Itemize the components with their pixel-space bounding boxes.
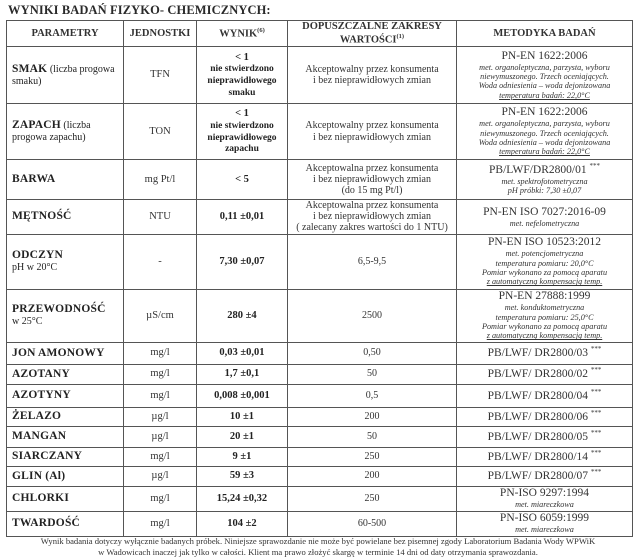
- parameter-name: BARWA: [12, 173, 56, 186]
- method-note: Pomiar wykonano za pomocą aparatu: [481, 268, 608, 277]
- method-standard: [459, 236, 630, 249]
- method-note: temperatura pomiaru: 20,0°C: [495, 258, 594, 268]
- method-code: PN-ISO 6059:1999: [499, 512, 590, 525]
- result-value: 10 ±1: [229, 410, 255, 422]
- cell-parameter: [7, 364, 124, 384]
- cell-method: [457, 200, 633, 235]
- limit-line: 250: [364, 492, 380, 504]
- table-row: [7, 466, 633, 486]
- result-value: < 1: [235, 108, 249, 119]
- cell-parameter: [7, 466, 124, 486]
- method-stars: ***: [590, 366, 602, 375]
- cell-method: [457, 364, 633, 384]
- cell-result: [197, 426, 288, 447]
- method-code: PB/LWF/ DR2800/07: [487, 470, 589, 483]
- table-row: [7, 200, 633, 235]
- result-value: 9 ±1: [232, 450, 252, 462]
- footnote-ref: (1): [396, 32, 405, 40]
- table-row: [7, 384, 633, 407]
- header-zakresy: [288, 21, 457, 47]
- parameter-name: JON AMONOWY: [12, 346, 105, 359]
- result-note: nie stwierdzono: [210, 120, 274, 131]
- parameter-name: MANGAN: [12, 430, 67, 443]
- method-note: temperatura badań: 22,0°C: [499, 147, 590, 157]
- cell-result: [197, 407, 288, 426]
- cell-unit: µS/cm: [124, 289, 197, 342]
- method-code: PB/LWF/ DR2800/03: [487, 347, 589, 360]
- cell-limit: [288, 160, 457, 200]
- method-code: PN-EN ISO 10523:2012: [487, 236, 602, 249]
- cell-method: [457, 511, 633, 536]
- limit-line: Akceptowalna przez konsumenta: [305, 162, 439, 174]
- table-row: [7, 486, 633, 511]
- method-note: Woda odniesienia – woda dejonizowana: [478, 137, 611, 147]
- header-zakresy-line2: WARTOŚCI: [339, 34, 397, 46]
- method-note: Pomiar wykonano za pomocą aparatu: [481, 322, 608, 331]
- cell-method: [457, 466, 633, 486]
- method-standard: [459, 389, 630, 403]
- method-standard: [459, 206, 630, 219]
- method-note: z automatyczną kompensacją temp.: [486, 277, 603, 287]
- result-value: 7,30 ±0,07: [219, 255, 265, 267]
- cell-result: [197, 447, 288, 466]
- cell-limit: [288, 234, 457, 289]
- method-code: PN-EN 27888:1999: [498, 290, 591, 303]
- cell-method: [457, 160, 633, 200]
- cell-result: [197, 289, 288, 342]
- cell-limit: [288, 511, 457, 536]
- cell-method: [457, 384, 633, 407]
- limit-line: i bez nieprawidłowych zmian: [312, 211, 431, 223]
- result-value: 20 ±1: [229, 430, 255, 442]
- result-value: 0,008 ±0,001: [214, 389, 270, 401]
- table-row: [7, 447, 633, 466]
- cell-parameter: [7, 200, 124, 235]
- method-code: PB/LWF/ DR2800/06: [487, 410, 589, 423]
- method-code: PB/LWF/ DR2800/05: [487, 430, 589, 443]
- cell-parameter: [7, 342, 124, 364]
- header-parametry: PARAMETRY: [7, 21, 124, 47]
- table-row: [7, 364, 633, 384]
- method-standard: [459, 487, 630, 500]
- limit-line: (do 15 mg Pt/l): [341, 185, 403, 197]
- cell-result: [197, 104, 288, 160]
- method-standard: [459, 430, 630, 444]
- limit-line: 0,50: [363, 347, 381, 359]
- cell-parameter: [7, 426, 124, 447]
- method-note: niewymuszonego. Trzech oceniających.: [480, 72, 609, 82]
- cell-parameter: [7, 511, 124, 536]
- limit-line: 2500: [362, 309, 382, 321]
- cell-parameter: [7, 486, 124, 511]
- method-note: met. organoleptyczna, parzysta, wyboru: [479, 62, 610, 72]
- method-standard: [459, 367, 630, 381]
- parameter-name: ZAPACH: [12, 119, 61, 132]
- footer-line: w Wadowicach inaczej jak tylko w całości. Klient ma prawo złożyć skargę w terminie 14 dni od daty otrzymania sprawozdania.: [98, 547, 538, 557]
- cell-unit: mg/l: [124, 511, 197, 536]
- section-title: WYNIKI BADAŃ FIZYKO- CHEMICZNYCH:: [8, 3, 271, 17]
- parameter-name: AZOTANY: [12, 367, 71, 380]
- parameter-name: ŻELAZO: [12, 410, 62, 423]
- method-note: met. miareczkowa: [515, 500, 574, 510]
- method-stars: ***: [590, 468, 602, 477]
- cell-method: [457, 234, 633, 289]
- cell-parameter: [7, 47, 124, 104]
- limit-line: 60-500: [357, 517, 387, 529]
- cell-unit: mg/l: [124, 342, 197, 364]
- result-value: 280 ±4: [227, 309, 257, 321]
- cell-limit: [288, 104, 457, 160]
- method-standard: [459, 450, 630, 464]
- cell-result: [197, 486, 288, 511]
- method-note: met. spektrofotometryczna: [501, 176, 588, 186]
- table-row: [7, 47, 633, 104]
- result-value: 1,7 ±0,1: [224, 368, 260, 380]
- method-note: met. nefelometryczna: [509, 218, 580, 228]
- result-note: nieprawidłowego: [207, 132, 277, 143]
- table-header-row: [7, 21, 633, 47]
- method-code: PN-EN 1622:2006: [501, 106, 588, 119]
- header-wynik-label: WYNIK: [219, 28, 258, 40]
- method-stars: ***: [590, 428, 602, 437]
- method-stars: ***: [590, 448, 602, 457]
- table-row: [7, 234, 633, 289]
- parameter-name: TWARDOŚĆ: [12, 517, 81, 530]
- method-stars: ***: [590, 387, 602, 396]
- footer-line: Wynik badania dotyczy wyłącznie badanych próbek. Niniejsze sprawozdanie nie może być powielane bez pisemnej zgody Laboratorium Badania Wody WPWiK: [40, 536, 596, 546]
- parameter-name: PRZEWODNOŚĆ: [12, 303, 106, 316]
- method-note: met. organoleptyczna, parzysta, wyboru: [479, 119, 610, 129]
- method-note: temperatura badań: 22,0°C: [499, 90, 590, 100]
- cell-parameter: [7, 384, 124, 407]
- cell-unit: mg/l: [124, 364, 197, 384]
- cell-unit: µg/l: [124, 426, 197, 447]
- parameter-name: GLIN (Al): [12, 469, 66, 482]
- cell-unit: TFN: [124, 47, 197, 104]
- method-note: z automatyczną kompensacją temp.: [486, 331, 603, 341]
- cell-result: [197, 47, 288, 104]
- parameter-subtitle: pH w 20°C: [12, 262, 58, 274]
- table-row: [7, 160, 633, 200]
- method-standard: [459, 346, 630, 360]
- method-stars: ***: [589, 162, 600, 171]
- limit-line: Akceptowalna przez konsumenta: [305, 200, 439, 211]
- cell-method: [457, 289, 633, 342]
- table-row: [7, 104, 633, 160]
- cell-limit: [288, 47, 457, 104]
- cell-result: [197, 364, 288, 384]
- result-value: 0,11 ±0,01: [219, 210, 265, 222]
- header-jednostki: JEDNOSTKI: [124, 21, 197, 47]
- table-row: [7, 342, 633, 364]
- cell-parameter: [7, 407, 124, 426]
- parameter-subtitle: w 25°C: [12, 316, 43, 328]
- table-row: [7, 426, 633, 447]
- method-code: PB/LWF/ DR2800/04: [487, 389, 589, 402]
- limit-line: 200: [364, 410, 380, 422]
- cell-method: [457, 407, 633, 426]
- table-row: [7, 511, 633, 536]
- limit-line: 200: [364, 470, 380, 482]
- result-value: < 1: [235, 51, 249, 63]
- method-note: Woda odniesienia – woda dejonizowana: [478, 81, 611, 91]
- method-note: met. miareczkowa: [515, 525, 574, 535]
- result-note: nie stwierdzono: [210, 64, 274, 75]
- result-note: smaku: [228, 87, 256, 98]
- cell-unit: NTU: [124, 200, 197, 235]
- method-standard: [459, 163, 630, 177]
- result-note: zapachu: [225, 144, 259, 155]
- result-value: 15,24 ±0,32: [216, 492, 268, 504]
- method-note: met. konduktometryczna: [504, 303, 585, 313]
- cell-result: [197, 466, 288, 486]
- cell-limit: [288, 447, 457, 466]
- results-table: [6, 20, 633, 537]
- method-code: PN-EN 1622:2006: [501, 49, 588, 62]
- method-standard: [459, 410, 630, 424]
- cell-result: [197, 200, 288, 235]
- cell-unit: -: [124, 234, 197, 289]
- cell-limit: [288, 384, 457, 407]
- method-stars: ***: [590, 345, 602, 354]
- cell-method: [457, 342, 633, 364]
- cell-limit: [288, 466, 457, 486]
- cell-method: [457, 104, 633, 160]
- cell-unit: TON: [124, 104, 197, 160]
- limit-line: 250: [364, 450, 380, 462]
- cell-method: [457, 426, 633, 447]
- method-stars: ***: [590, 408, 602, 417]
- result-value: 104 ±2: [227, 517, 257, 529]
- result-value: 0,03 ±0,01: [219, 347, 265, 359]
- result-value: 59 ±3: [229, 470, 255, 482]
- method-code: PB/LWF/ DR2800/02: [487, 368, 589, 381]
- method-standard: [459, 50, 630, 63]
- cell-result: [197, 511, 288, 536]
- header-wynik: [197, 21, 288, 47]
- limit-line: i bez nieprawidłowych zmian: [312, 173, 431, 185]
- cell-unit: mg/l: [124, 384, 197, 407]
- parameter-name: MĘTNOŚĆ: [12, 210, 72, 223]
- table-row: [7, 289, 633, 342]
- table-row: [7, 407, 633, 426]
- cell-result: [197, 342, 288, 364]
- cell-method: [457, 47, 633, 104]
- cell-method: [457, 447, 633, 466]
- method-standard: [459, 106, 630, 119]
- method-code: PB/LWF/ DR2800/14: [487, 450, 589, 463]
- method-code: PN-EN ISO 7027:2016-09: [483, 205, 606, 218]
- header-metodyka: METODYKA BADAŃ: [457, 21, 633, 47]
- cell-parameter: [7, 234, 124, 289]
- method-standard: [459, 290, 630, 303]
- result-value: < 5: [235, 173, 249, 185]
- cell-limit: [288, 486, 457, 511]
- footnote-ref: (6): [257, 26, 265, 34]
- parameter-name: CHLORKI: [12, 492, 69, 505]
- cell-limit: [288, 342, 457, 364]
- method-code: PB/LWF/DR2800/01: [489, 164, 587, 177]
- method-code: PN-ISO 9297:1994: [499, 487, 590, 500]
- method-note: met. potencjometryczna: [505, 249, 584, 259]
- cell-unit: mg/l: [124, 486, 197, 511]
- method-note: pH próbki: 7,30 ±0,07: [507, 186, 582, 196]
- parameter-name: SMAK: [12, 62, 48, 75]
- cell-result: [197, 234, 288, 289]
- limit-line: 50: [367, 430, 377, 442]
- cell-result: [197, 384, 288, 407]
- cell-parameter: [7, 447, 124, 466]
- parameter-name: AZOTYNY: [12, 389, 71, 402]
- footer-note: [6, 536, 630, 558]
- result-note: nieprawidłowego: [207, 76, 277, 86]
- limit-line: ( zalecany zakres wartości do 1 NTU): [296, 222, 448, 234]
- method-standard: [459, 512, 630, 525]
- cell-unit: µg/l: [124, 466, 197, 486]
- cell-limit: [288, 426, 457, 447]
- limit-line: 50: [367, 368, 377, 380]
- cell-method: [457, 486, 633, 511]
- parameter-subtitle: (liczba progowa smaku): [12, 63, 115, 87]
- parameter-subtitle: (liczba progowa zapachu): [12, 120, 91, 144]
- cell-parameter: [7, 289, 124, 342]
- method-note: temperatura pomiaru: 25,0°C: [495, 312, 594, 322]
- cell-parameter: [7, 160, 124, 200]
- cell-limit: [288, 200, 457, 235]
- limit-line: 0,5: [365, 389, 379, 401]
- parameter-name: SIARCZANY: [12, 450, 83, 463]
- parameter-name: ODCZYN: [12, 249, 64, 262]
- cell-limit: [288, 289, 457, 342]
- method-note: niewymuszonego. Trzech oceniających.: [480, 128, 609, 138]
- limit-line: 6,5-9,5: [357, 255, 387, 267]
- limit-line: i bez nieprawidłowych zmian: [312, 75, 431, 86]
- cell-unit: mg Pt/l: [124, 160, 197, 200]
- cell-parameter: [7, 104, 124, 160]
- cell-unit: µg/l: [124, 407, 197, 426]
- cell-limit: [288, 407, 457, 426]
- header-zakresy-line1: DOPUSZCZALNE ZAKRESY: [302, 21, 442, 32]
- method-standard: [459, 469, 630, 483]
- cell-unit: mg/l: [124, 447, 197, 466]
- limit-line: i bez nieprawidłowych zmian: [312, 131, 431, 143]
- limit-line: Akceptowalny przez konsumenta: [305, 120, 439, 132]
- limit-line: Akceptowalny przez konsumenta: [305, 63, 439, 75]
- cell-limit: [288, 364, 457, 384]
- cell-result: [197, 160, 288, 200]
